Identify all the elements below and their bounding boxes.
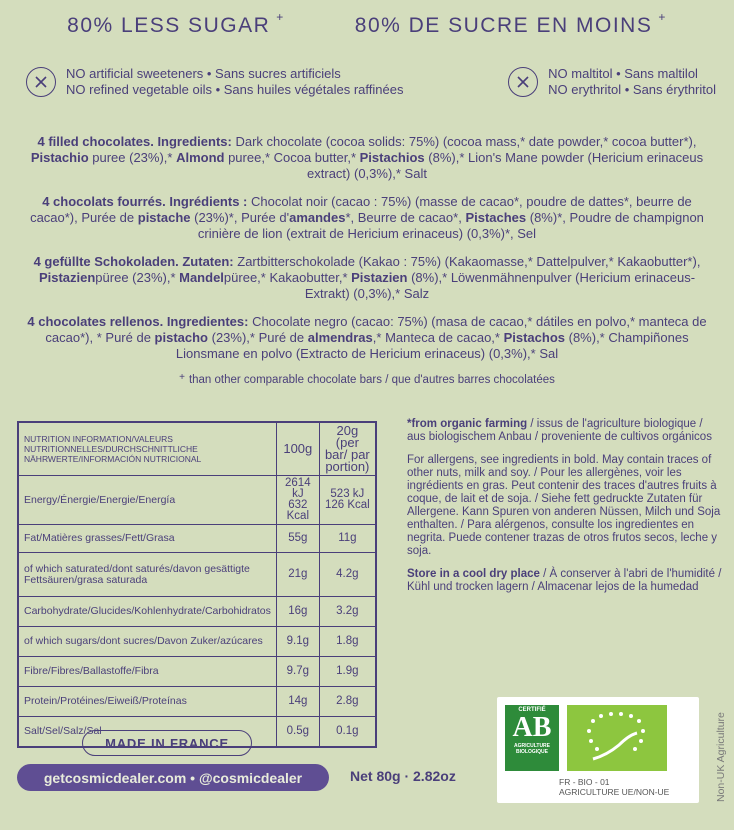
value-100g: 16g [276, 597, 319, 627]
claim-text: NO refined vegetable oils • Sans huiles végétales raffinées [66, 82, 404, 97]
nutrient-label: Protein/Protéines/Eiweiß/Proteínas [18, 687, 276, 717]
nutrient-label: Salt/Sel/Salz/Sal [18, 717, 276, 747]
ingredients-section [20, 134, 714, 374]
ab-agriculture-text: AGRICULTURE BIOLOGIQUE [513, 743, 550, 755]
label-notes [407, 418, 723, 604]
plus-marker: + [276, 10, 285, 24]
claim-right [508, 66, 716, 98]
nutrition-row [18, 657, 376, 687]
value-portion: 523 kJ 126 Kcal [319, 476, 376, 525]
ab-letters: AB [512, 712, 552, 743]
sugar-claim-header [0, 10, 734, 38]
net-weight: Net 80g · 2.82oz [350, 768, 456, 784]
value-portion: 2.8g [319, 687, 376, 717]
nutrient-label: Carbohydrate/Glucides/Kohlenhydrate/Carbohidratos [18, 597, 276, 627]
nutrition-row [18, 597, 376, 627]
ab-certifie-text: CERTIFIÉ [518, 707, 546, 713]
value-portion: 1.9g [319, 657, 376, 687]
sugar-claim-fr: 80% DE SUCRE EN MOINS + [354, 10, 667, 37]
value-100g: 14g [276, 687, 319, 717]
sugar-claim-en: 80% LESS SUGAR + [67, 10, 285, 37]
ingredients-de: 4 gefüllte Schokoladen. Zutaten: Zartbitterschokolade (Kakao : 75%) (Kakaomasse,* Dattelpulver,* Kakaobutter*), Pistazienpüree (23%),* Mandelpüree,* Kakaobutter,* Pistazien (8%),* Löwenmähnenpulver (Hericium erinaceus-Extrakt) (0,3%),* Salz [33, 254, 701, 301]
claim-left [26, 66, 403, 98]
non-uk-agriculture-text: Non-UK Agriculture [715, 712, 727, 802]
nutrition-row [18, 627, 376, 657]
claim-text: NO artificial sweeteners • Sans sucres artificiels [66, 66, 341, 81]
x-circle-icon [26, 67, 56, 97]
value-portion: 11g [319, 525, 376, 553]
value-100g: 55g [276, 525, 319, 553]
organic-note: *from organic farming / issus de l'agriculture biologique / aus biologischem Anbau / proveniente de cultivos orgánicos [407, 418, 712, 443]
nutrient-label: of which sugars/dont sucres/Davon Zuker/azúcares [18, 627, 276, 657]
allergen-note: For allergens, see ingredients in bold. May contain traces of other nuts, milk and soy. / Pour les allergènes, voir les ingrédients en gras. Peut contenir des traces d'autres fruits à coque, de lait et de soja. / Siehe fett gedruckte Zutaten für Allergene. Kann Spuren von anderen Nüssen, Milch und Soja enthalten. / Para alérgenos, consulte los ingredientes en negrita. Puede contener trazas de otros frutos secos, leche y soja. [407, 454, 721, 557]
ingredients-es: 4 chocolates rellenos. Ingredientes: Chocolate negro (cacao: 75%) (masa de cacao,* dátiles en polvo,* manteca de cacao*), * Puré de pistacho (23%),* Puré de almendras,* Manteca de cacao,* Pistachos (8%),* Champiñones Lionsmane en polvo (Extracto de Hericium erinaceus) (0,3%),* Sal [27, 314, 707, 361]
website-social-banner: getcosmicdealer.com • @cosmicdealer [17, 764, 329, 791]
plus-marker: + [658, 10, 667, 24]
organic-certification-logos [497, 697, 699, 803]
nutrient-label: of which saturated/dont saturés/davon gesättigte Fettsäuren/grasa saturada [18, 553, 276, 597]
nutrition-row [18, 525, 376, 553]
nutrient-label: Energy/Énergie/Energie/Energía [18, 476, 276, 525]
value-100g: 0.5g [276, 717, 319, 747]
nutrition-header-row [18, 422, 376, 476]
column-header-portion: 20g (per bar/ par portion) [319, 422, 376, 476]
value-100g: 21g [276, 553, 319, 597]
value-portion: 0.1g [319, 717, 376, 747]
eu-organic-code: FR - BIO - 01 AGRICULTURE UE/NON-UE [559, 777, 670, 797]
nutrition-row [18, 476, 376, 525]
nutrition-table [17, 421, 377, 748]
sugar-footnote: + than other comparable chocolate bars / que d'autres barres chocolatées [179, 372, 555, 386]
nutrition-row [18, 687, 376, 717]
value-100g: 2614 kJ 632 Kcal [276, 476, 319, 525]
made-in-france-badge: MADE IN FRANCE [82, 730, 252, 756]
nutrient-label: Fat/Matières grasses/Fett/Grasa [18, 525, 276, 553]
free-from-claims [26, 66, 716, 98]
x-circle-icon [508, 67, 538, 97]
value-portion: 4.2g [319, 553, 376, 597]
claim-text: NO maltitol • Sans maltilol [548, 66, 698, 81]
ingredients-en: 4 filled chocolates. Ingredients: Dark chocolate (cocoa solids: 75%) (cocoa mass,* date powder,* cocoa butter*), Pistachio puree (23%),* Almond puree,* Cocoa butter,* Pistachios (8%),* Lion's Mane powder (Hericium erinaceus extract) (0,3%),* Salt [30, 134, 704, 181]
ab-logo [505, 705, 559, 771]
nutrition-row [18, 553, 376, 597]
claim-text: NO erythritol • Sans érythritol [548, 82, 716, 97]
column-header-100g: 100g [276, 422, 319, 476]
nutrient-label: Fibre/Fibres/Ballastoffe/Fibra [18, 657, 276, 687]
value-100g: 9.1g [276, 627, 319, 657]
value-portion: 3.2g [319, 597, 376, 627]
plus-marker: + [179, 372, 185, 383]
nutrition-header-label: NUTRITION INFORMATION/VALEURS NUTRITIONNELLES/DURCHSCHNITTLICHE NÄHRWERTE/INFORMACIÓN NUTRICIONAL [18, 422, 276, 476]
ingredients-fr: 4 chocolats fourrés. Ingrédients : Chocolat noir (cacao : 75%) (masse de cacao*, poudre de dattes*, beurre de cacao*), Purée de pistache (23%)*, Purée d'amandes*, Beurre de cacao*, Pistaches (8%)*, Poudre de champignon crinière de lion (extrait de Hericium erinaceus) (0,3%)*, Sel [30, 194, 704, 241]
value-100g: 9.7g [276, 657, 319, 687]
storage-note: Store in a cool dry place / À conserver à l'abri de l'humidité / Kühl und trocken lagern / Almacenar lejos de la humedad [407, 568, 722, 593]
value-portion: 1.8g [319, 627, 376, 657]
eu-organic-leaf-icon [567, 705, 667, 771]
